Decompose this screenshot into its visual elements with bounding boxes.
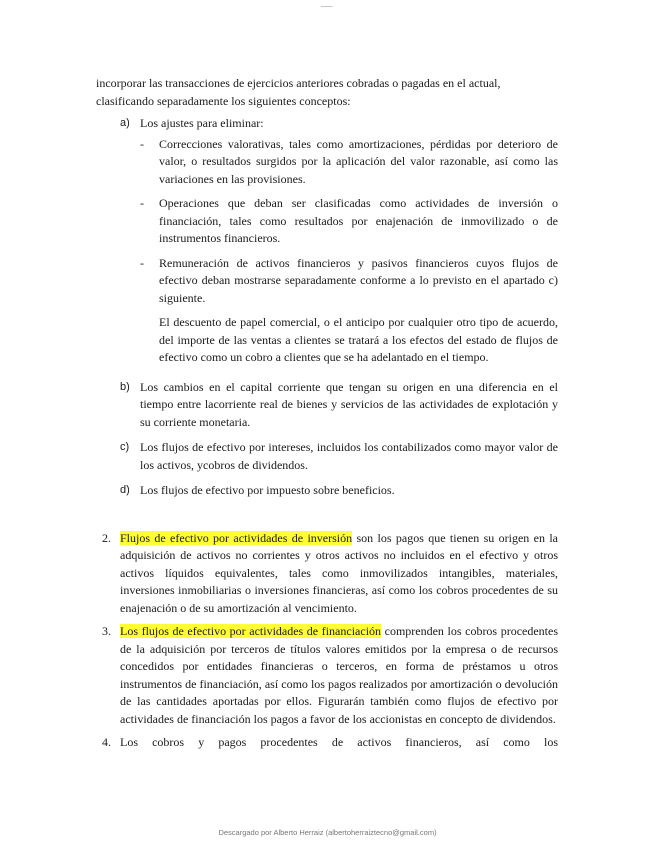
numbered-item-text: Los cobros y pagos procedentes de activos financieros, así como los <box>120 735 558 749</box>
download-footer: Descargado por Alberto Herraiz (albertoherraiztecno@gmail.com) <box>218 828 437 837</box>
numbered-marker: 4. <box>102 735 111 749</box>
section-b-text: Los cambios en el capital corriente que tengan su origen en una diferencia en el tiempo entre lacorriente real de bienes y servicios de las actividades de explotación y su corriente monetaria. <box>140 379 558 429</box>
section-c-text: Los flujos de efectivo por intereses, incluidos los contabilizados como mayor valor de los activos, ycobros de dividendos. <box>140 440 558 472</box>
numbered-item-3 <box>96 623 558 728</box>
list-marker-b: b) <box>120 380 130 393</box>
letter-list <box>96 115 558 500</box>
list-item-a <box>96 115 558 367</box>
numbered-list <box>96 530 558 752</box>
numbered-marker: 3. <box>102 624 111 638</box>
discount-note: El descuento de papel comercial, o el anticipo por cualquier otro tipo de acuerdo, del importe de las ventas a clientes se tratará a los efectos del estado de flujos de efectivo como un cobro a clientes que se ha adelantado en el tiempo. <box>159 315 558 364</box>
list-item-d <box>96 482 558 500</box>
numbered-item-text: comprenden los cobros procedentes de la adquisición por terceros de títulos valores emitidos por la empresa o de recursos concedidos por entidades financieras o terceros, en forma de préstamos u otros instrumentos de financiación, así como los pagos realizados por amortización o devolución de las cantidades aportadas por ellos. Figurarán también como flujos de efectivo por actividades de financiación los pagos a favor de los accionistas en concepto de dividendos. <box>120 624 558 726</box>
list-marker-a: a) <box>120 117 130 129</box>
dash-marker: - <box>140 255 144 270</box>
dash-marker: - <box>140 196 144 210</box>
numbered-item-4 <box>96 734 558 752</box>
dash-marker: - <box>140 136 144 151</box>
document-page <box>96 75 558 758</box>
dash-item-text: Operaciones que deban ser clasificadas como actividades de inversión o financiación, tales como resultados por enajenación de inmovilizado o de instrumentos financieros. <box>159 196 558 245</box>
section-d-text: Los flujos de efectivo por impuesto sobre beneficios. <box>140 483 395 497</box>
numbered-marker: 2. <box>102 530 111 545</box>
dash-item-text: Remuneración de activos financieros y pasivos financieros cuyos flujos de efectivo deban mostrarse separadamente conforme a lo previsto en el apartado c) siguiente. <box>159 255 558 305</box>
dash-item-text: Correcciones valorativas, tales como amortizaciones, pérdidas por deterioro de valor, o resultados surgidos por la aplicación del valor razonable, así como las variaciones en las provisiones. <box>159 136 558 186</box>
highlighted-term: Los flujos de efectivo por actividades de financiación <box>120 624 382 638</box>
intro-line-1: incorporar las transacciones de ejercicios anteriores cobradas o pagadas en el actual, <box>96 76 501 90</box>
dash-item-3 <box>140 255 558 308</box>
highlighted-term: Flujos de efectivo por actividades de inversión <box>120 530 353 545</box>
list-item-b <box>96 379 558 432</box>
dash-item-2 <box>140 195 558 248</box>
page-top-mark: ___ <box>321 0 333 7</box>
numbered-item-text: son los pagos que tienen su origen en la adquisición de activos no corrientes y otros activos no incluidos en el efectivo y otros activos líquidos equivalentes, tales como inmovilizados intangibles, materiales, inversiones inmobiliarias o inversiones financieras, así como los cobros procedentes de su enajenación o de su amortización al vencimiento. <box>120 530 558 615</box>
list-marker-c: c) <box>120 441 130 453</box>
dash-item-1 <box>140 136 558 189</box>
intro-line-2: clasificando separadamente los siguientes conceptos: <box>96 93 351 108</box>
list-marker-d: d) <box>120 484 130 496</box>
numbered-item-2 <box>96 530 558 618</box>
list-item-c <box>96 439 558 474</box>
dash-list <box>140 136 558 308</box>
section-a-title: Los ajustes para eliminar: <box>140 116 264 130</box>
